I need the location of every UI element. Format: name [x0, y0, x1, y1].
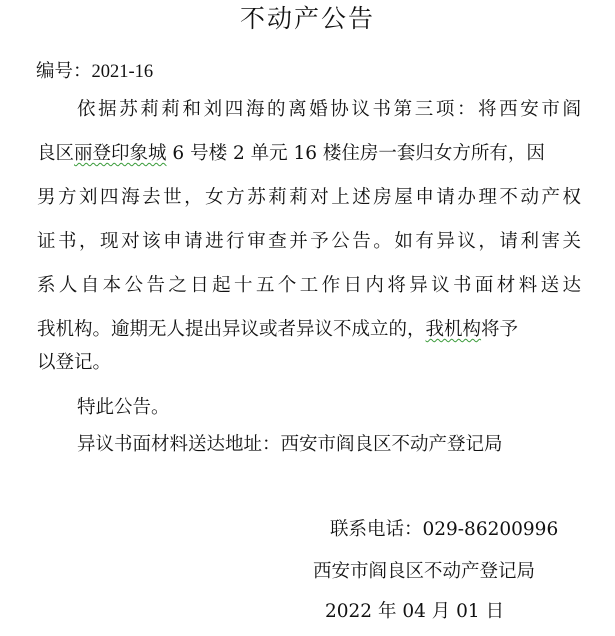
body-line-4: 证书，现对该申请进行审查并予公告。如有异议，请利害关 [37, 231, 581, 252]
body-line-6-part-a: 我机构。逾期无人提出异议或者异议不成立的， [37, 319, 426, 340]
issuing-organization: 西安市阎良区不动产登记局 [313, 561, 536, 582]
document-title: 不动产公告 [239, 4, 375, 33]
document-number-label: 编号： [36, 61, 92, 82]
body-line-6-part-c: 将予 [481, 319, 519, 340]
body-line-2-part-c: 6 号楼 2 单元 16 楼住房一套归女方所有，因 [166, 143, 545, 164]
body-line-2 [37, 141, 581, 167]
body-line-7: 以登记。 [37, 352, 112, 373]
spellcheck-underlined-text: 丽登印象城 [74, 143, 167, 164]
body-line-6 [37, 317, 518, 343]
contact-phone: 联系电话：029-86200996 [330, 519, 559, 540]
body-line-1: 依据苏莉莉和刘四海的离婚协议书第三项：将西安市阎 [77, 99, 581, 120]
objection-address: 异议书面材料送达地址：西安市阎良区不动产登记局 [77, 434, 503, 455]
issue-date: 2022 年 04 月 01 日 [325, 601, 505, 622]
document-number [36, 59, 153, 85]
body-line-3: 男方刘四海去世，女方苏莉莉对上述房屋申请办理不动产权 [37, 187, 581, 208]
document-number-value: 2021-16 [91, 62, 154, 82]
spellcheck-underlined-text: 我机构 [425, 319, 482, 340]
body-line-2-part-a: 良区 [37, 143, 75, 164]
body-line-5: 系人自本公告之日起十五个工作日内将异议书面材料送达 [37, 275, 581, 296]
closing-line: 特此公告。 [77, 397, 170, 418]
